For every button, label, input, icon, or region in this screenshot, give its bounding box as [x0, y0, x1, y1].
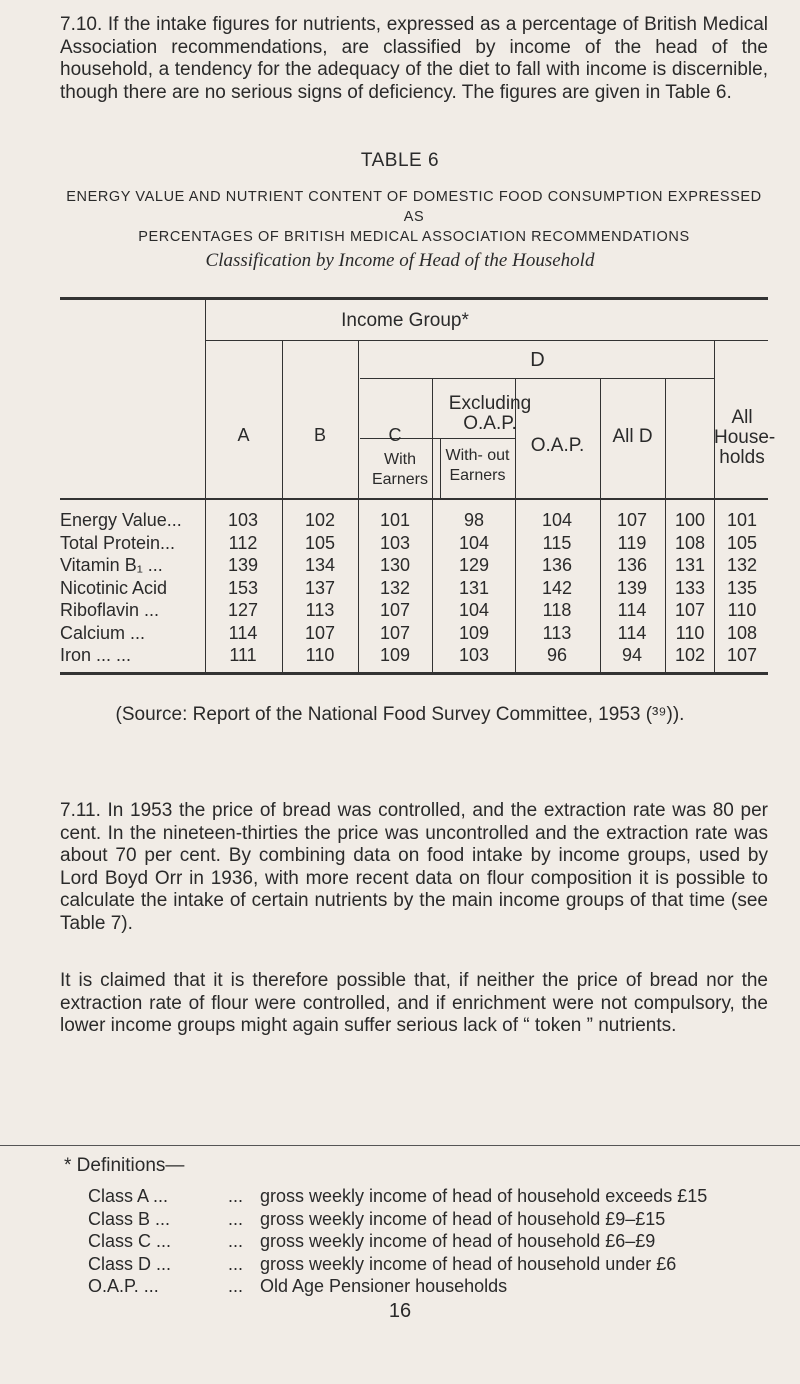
page-number: 16: [388, 1300, 412, 1322]
definition-dots: ...: [228, 1208, 244, 1229]
table-cell: 153: [227, 577, 259, 598]
table-cell: 110: [305, 645, 335, 665]
header-oap: O.A.P.: [530, 435, 585, 456]
table-cell: 112: [228, 532, 258, 553]
header-with-earners: With Earners: [371, 451, 429, 488]
table-cell: 103: [227, 510, 259, 530]
definition-term: Class A ...: [88, 1186, 169, 1206]
row-label: Calcium ...: [60, 622, 146, 643]
table-cell: 101: [379, 510, 411, 530]
table-cell: 98: [463, 510, 485, 530]
table-cell: 118: [542, 600, 572, 620]
definition-dots: ...: [228, 1231, 244, 1251]
table-cell: 102: [304, 510, 336, 530]
table-cell: 107: [379, 600, 411, 620]
table-cell: 103: [458, 645, 490, 665]
definition-term: Class B ...: [88, 1208, 171, 1229]
definition-term: Class C ...: [88, 1231, 172, 1251]
table-label: TABLE 6: [360, 150, 440, 171]
definition-term: Class D ...: [88, 1253, 172, 1274]
table-cell: 108: [726, 622, 758, 643]
table-title-line-2: PERCENTAGES OF BRITISH MEDICAL ASSOCIATION RECOMMENDATIONS: [138, 229, 690, 245]
header-all-households: All House- holds: [714, 407, 776, 468]
header-income-group: Income Group*: [341, 310, 469, 331]
header-without-earners: With- out Earners: [445, 447, 510, 484]
table-cell: 131: [458, 577, 490, 598]
definition-term: O.A.P. ...: [88, 1276, 159, 1296]
table-cell: 107: [726, 645, 758, 665]
table-cell: 107: [379, 622, 411, 643]
table-title-line-1: ENERGY VALUE AND NUTRIENT CONTENT OF DOMESTIC FOOD CONSUMPTION EXPRESSED AS: [66, 189, 762, 225]
table-cell: 133: [674, 577, 706, 598]
table-cell: 131: [674, 555, 706, 575]
table-cell: 107: [304, 622, 336, 643]
definition-dots: ...: [228, 1253, 244, 1274]
header-all-d: All D: [612, 426, 653, 447]
income-group-rule: [205, 340, 768, 341]
table-cell: 94: [621, 645, 643, 665]
row-label: Energy Value...: [60, 510, 182, 530]
table-cell: 127: [227, 600, 259, 620]
table-cell: 101: [726, 510, 758, 530]
table-cell: 132: [726, 555, 758, 575]
table-cell: 102: [674, 645, 706, 665]
table-cell: 104: [541, 510, 573, 530]
paragraph-7-11: 7.11. In 1953 the price of bread was controlled, and the extraction rate was 80 per cent. In the nineteen-thirties the price was uncontrolled and the extraction rate was about 70 per cent. By combining data on food intake by income groups, used by Lord Boyd Orr in 1936, with more recent data on flour composition it is possible to calculate the intake of certain nutrients by the main income groups of that time (see Table 7).: [60, 800, 768, 934]
table-cell: 129: [458, 555, 490, 575]
header-d: D: [530, 349, 545, 371]
table-cell: 139: [616, 577, 648, 598]
table-classification: Classification by Income of Head of the Household: [205, 250, 595, 271]
definition-text: gross weekly income of head of household £6–£9: [260, 1231, 656, 1251]
table-bottom-rule: [60, 672, 768, 675]
table-cell: 137: [304, 577, 336, 598]
row-label: Riboflavin ...: [60, 600, 160, 620]
table-cell: 103: [379, 532, 411, 553]
header-a: A: [237, 425, 250, 445]
table-cell: 113: [542, 622, 572, 643]
definition-dots: ...: [228, 1276, 244, 1296]
table-top-rule: [60, 297, 768, 300]
table-cell: 110: [727, 600, 757, 620]
definition-text: gross weekly income of head of household exceeds £15: [260, 1186, 708, 1206]
table-cell: 108: [674, 532, 706, 553]
table-cell: 100: [674, 510, 706, 530]
table-cell: 105: [304, 532, 336, 553]
table-cell: 109: [379, 645, 411, 665]
table-cell: 115: [542, 532, 572, 553]
table-cell: 109: [458, 622, 490, 643]
paragraph-claim: It is claimed that it is therefore possible that, if neither the price of bread nor the extraction rate of flour were controlled, and if enrichment were not compulsory, the lower income groups might again suffer serious lack of “ token ” nutrients.: [60, 970, 768, 1036]
footnote-rule: [0, 1145, 800, 1146]
table-cell: 104: [458, 532, 490, 553]
table-title: [60, 187, 768, 247]
table-source: (Source: Report of the National Food Survey Committee, 1953 (³⁹)).: [115, 704, 685, 725]
table-cell: 114: [228, 622, 258, 643]
definitions-heading: * Definitions—: [64, 1155, 185, 1176]
table-cell: 136: [541, 555, 573, 575]
table-cell: 139: [227, 555, 259, 575]
definition-text: gross weekly income of head of household under £6: [260, 1253, 677, 1274]
definition-dots: ...: [228, 1186, 244, 1206]
definition-text: gross weekly income of head of household £9–£15: [260, 1208, 666, 1229]
table-cell: 132: [379, 577, 411, 598]
d-group-rule: [360, 378, 715, 379]
definition-text: Old Age Pensioner households: [260, 1276, 508, 1296]
table-cell: 130: [379, 555, 411, 575]
table-cell: 105: [726, 532, 758, 553]
table-cell: 107: [674, 600, 706, 620]
row-label: Vitamin B₁ ...: [60, 555, 163, 575]
paragraph-7-10: 7.10. If the intake figures for nutrients, expressed as a percentage of British Medical Association recommendations, are classified by income of the head of the household, a tendency for the adequacy of the diet to fall with income is discernible, though there are no serious signs of deficiency. The figures are given in Table 6.: [60, 14, 768, 103]
header-excluding-oap: Excluding O.A.P.: [448, 393, 532, 434]
table-cell: 136: [616, 555, 648, 575]
table-cell: 135: [726, 577, 758, 598]
row-label: Total Protein...: [60, 532, 176, 553]
table-cell: 107: [616, 510, 648, 530]
table-cell: 119: [617, 532, 647, 553]
row-label: Nicotinic Acid: [60, 577, 168, 598]
header-b: B: [313, 425, 326, 445]
table-cell: 113: [305, 600, 335, 620]
table-cell: 142: [541, 577, 573, 598]
table-cell: 96: [546, 645, 568, 665]
table-cell: 134: [304, 555, 336, 575]
row-label: Iron ... ...: [60, 645, 132, 665]
table-cell: 104: [458, 600, 490, 620]
table-cell: 111: [229, 645, 257, 665]
header-c: C: [388, 425, 402, 445]
header-bottom-rule: [60, 498, 768, 500]
table-cell: 114: [617, 600, 647, 620]
table-cell: 110: [675, 622, 705, 643]
table-cell: 114: [617, 622, 647, 643]
